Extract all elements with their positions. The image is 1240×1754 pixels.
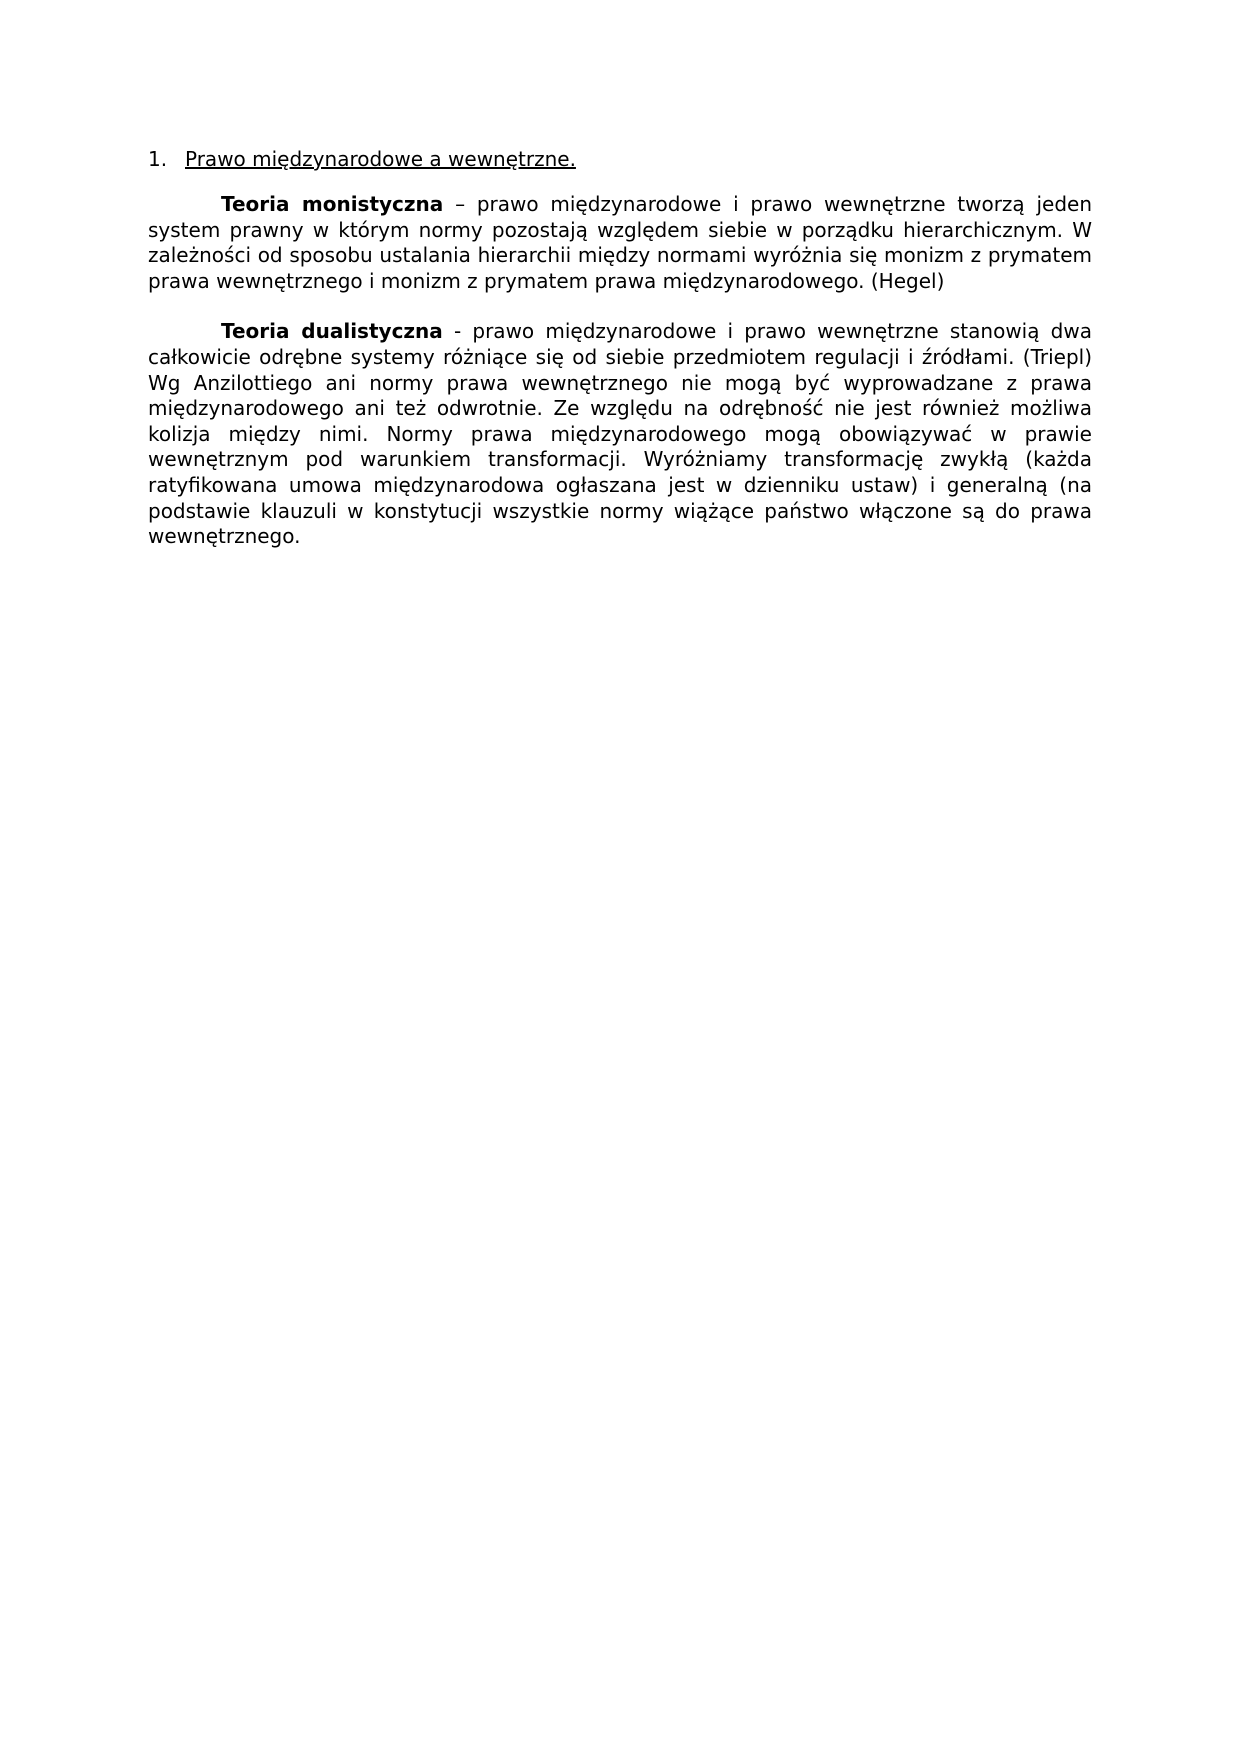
paragraph-monistic-theory	[148, 192, 1092, 294]
document-page	[148, 146, 1092, 575]
paragraph-dualistic-text: - prawo międzynarodowe i prawo wewnętrzne stanowią dwa całkowicie odrębne systemy różniące się od siebie przedmiotem regulacji i źródłami. (Triepl) Wg Anzilottiego ani normy prawa wewnętrznego nie mogą być wyprowadzane z prawa międzynarodowego ani też odwrotnie. Ze względu na odrębność nie jest również możliwa kolizja między nimi. Normy prawa międzynarodowego mogą obowiązywać w prawie wewnętrznym pod warunkiem transformacji. Wyróżniamy transformację zwykłą (każda ratyfikowana umowa międzynarodowa ogłaszana jest w dzienniku ustaw) i generalną (na podstawie klauzuli w konstytucji wszystkie normy wiążące państwo włączone są do prawa wewnętrznego.	[148, 319, 1092, 549]
heading-title: Prawo międzynarodowe a wewnętrzne.	[185, 147, 576, 171]
term-monistic-theory: Teoria monistyczna	[221, 192, 444, 216]
heading-number: 1.	[148, 147, 168, 171]
term-dualistic-theory: Teoria dualistyczna	[221, 319, 443, 344]
paragraph-monistic-text: – prawo międzynarodowe i prawo wewnętrzne tworzą jeden system prawny w którym normy pozostają względem siebie w porządku hierarchicznym. W zależności od sposobu ustalania hierarchii między normami wyróżnia się monizm z prymatem prawa wewnętrznego i monizm z prymatem prawa międzynarodowego. (Hegel)	[148, 192, 1092, 293]
paragraph-dualistic-theory	[148, 319, 1092, 549]
section-heading	[148, 146, 1092, 172]
